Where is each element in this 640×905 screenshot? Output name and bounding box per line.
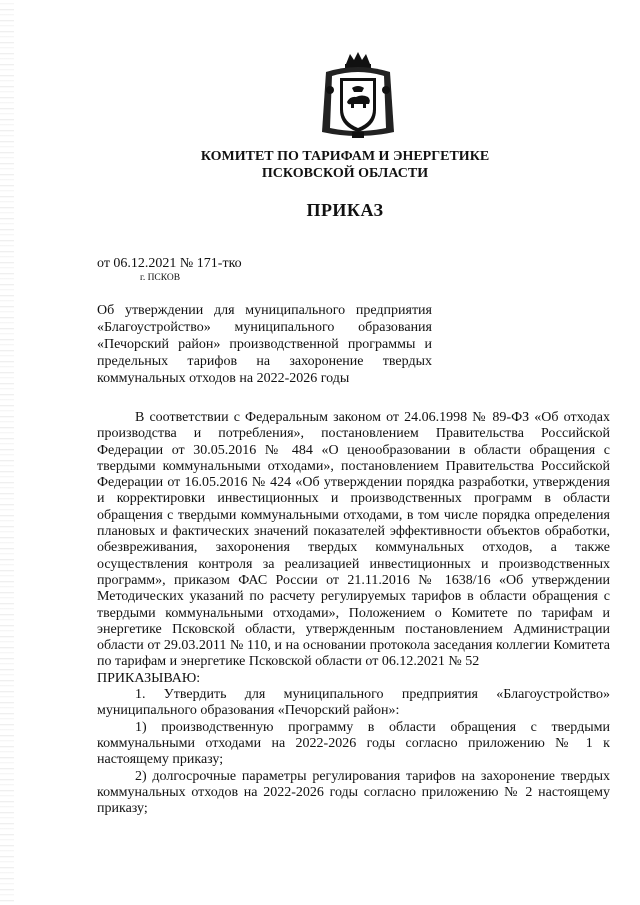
order-item-1-subitem-1: 1) производственную программу в области обращения с твердыми коммунальными отходами на 2022-2026 годы согласно приложению № 1 к настоящему приказу; (97, 719, 610, 768)
pskov-coat-of-arms-icon (316, 50, 400, 142)
order-subject: Об утверждении для муниципального предприятия «Благоустройство» муниципального образования «Печорский район» производственной программы и предельных тарифов на захоронение твердых коммунальных отходов на 2022-2026 годы (97, 303, 432, 386)
order-directive-word: ПРИКАЗЫВАЮ: (97, 670, 201, 686)
city-label: г. ПСКОВ (140, 273, 181, 283)
order-body (97, 410, 610, 817)
organization-name-line-1: КОМИТЕТ ПО ТАРИФАМ И ЭНЕРГЕТИКЕ (200, 149, 490, 164)
document-type-title: ПРИКАЗ (306, 200, 384, 220)
organization-name-line-2: ПСКОВСКОЙ ОБЛАСТИ (261, 166, 429, 181)
scan-edge-artifact (0, 0, 14, 905)
order-item-1: 1. Утвердить для муниципального предприятия «Благоустройство» муниципального образования «Печорский район»: (97, 687, 610, 719)
preamble-paragraph: В соответствии с Федеральным законом от 24.06.1998 № 89-ФЗ «Об отходах производства и потребления», постановлением Правительства Российской Федерации от 30.05.2016 № 484 «О ценообразовании в области обращения с твердыми коммунальными отходами», постановлением Правительства Российской Федерации от 16.05.2016 № 424 «Об утверждении порядка разработки, утверждения и корректировки инвестиционных и производственных программ в области обращения с твердыми коммунальными отходами, в том числе порядка определения плановых и фактических значений показателей эффективности объектов обработки, обезвреживания, захоронения твердых коммунальных отходов, а также осуществления контроля за реализацией инвестиционных и производственных программ», приказом ФАС России от 21.11.2016 № 1638/16 «Об утверждении Методических указаний по расчету регулируемых тарифов в области обращения с твердыми коммунальными отходами», Положением о Комитете по тарифам и энергетике Псковской области, утвержденным постановлением Администрации области от 29.03.2011 № 110, и на основании протокола заседания коллегии Комитета по тарифам и энергетике Псковской области от 06.12.2021 № 52 (97, 410, 610, 670)
order-date-number: от 06.12.2021 № 171-тко (97, 256, 242, 271)
order-item-1-subitem-2: 2) долгосрочные параметры регулирования тарифов на захоронение твердых коммунальных отходов на 2022-2026 годы согласно приложению № 2 настоящему приказу; (97, 768, 610, 817)
organization-name (90, 148, 600, 182)
